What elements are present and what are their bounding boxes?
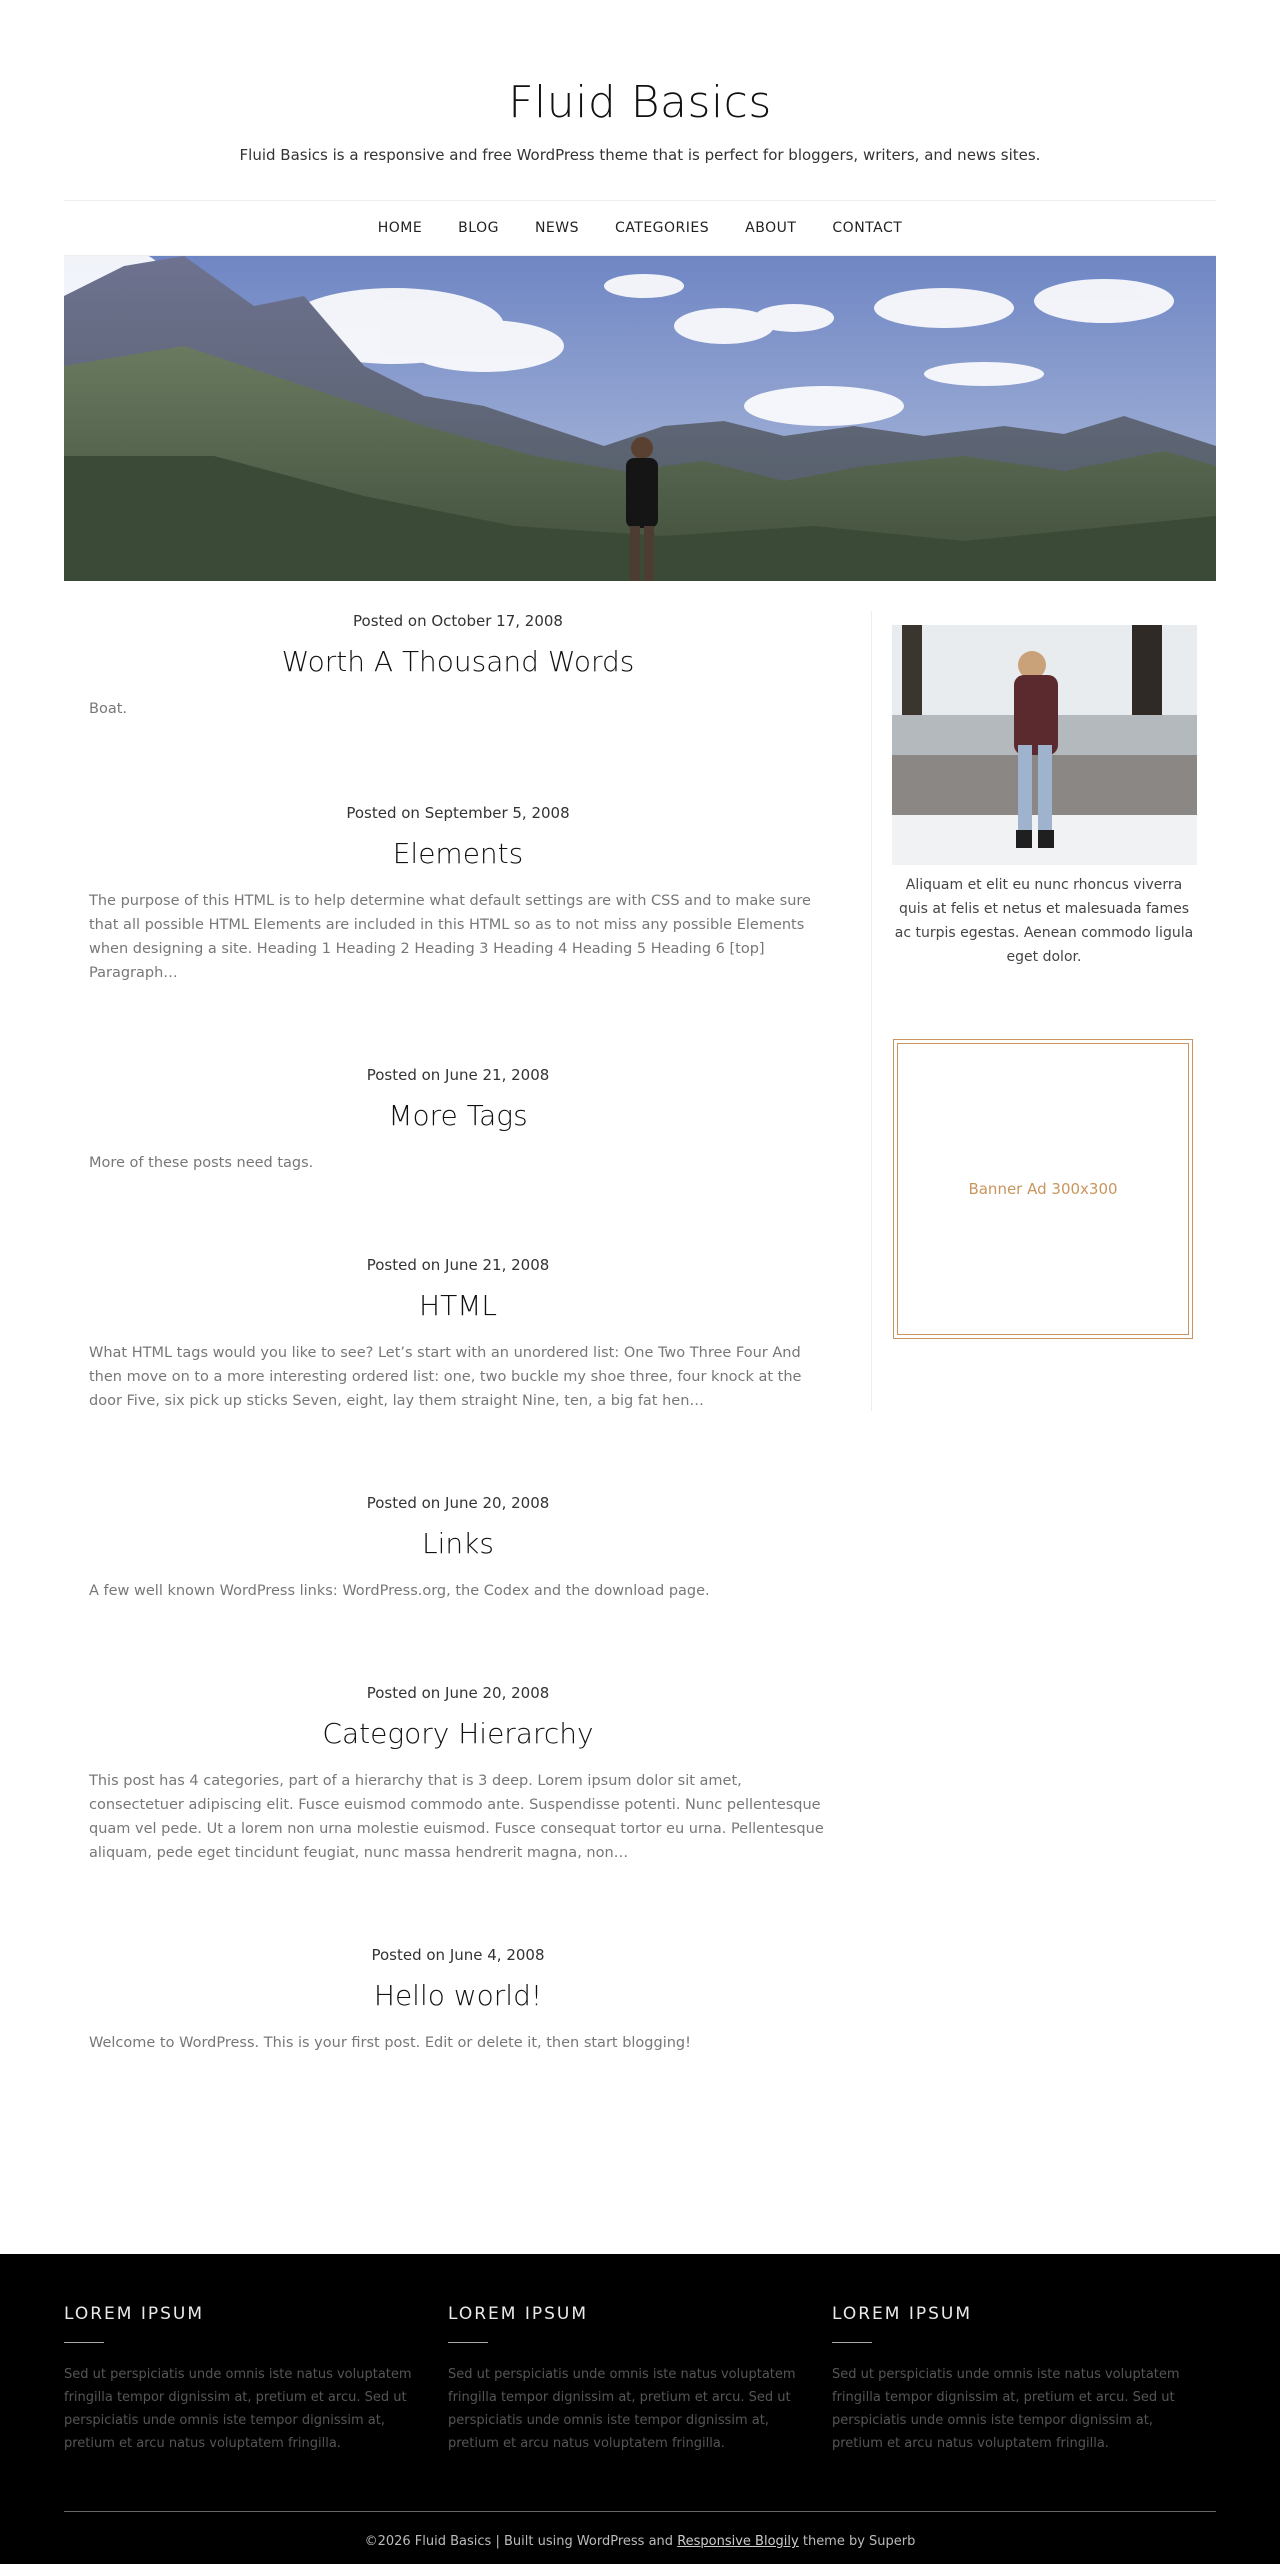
footer-column xyxy=(832,2304,1206,2455)
nav-item-news[interactable]: NEWS xyxy=(534,220,580,236)
post-excerpt: The purpose of this HTML is to help determine what default settings are with CSS and to make sure that all possible HTML Elements are included in this HTML so as to not miss any possible Elements when designing a site. Heading 1 Heading 2 Heading 3 Heading 4 Heading 5 Heading 6 [top] Paragraph… xyxy=(89,893,811,981)
nav-item-about[interactable]: ABOUT xyxy=(745,220,797,236)
post-title-link[interactable]: Worth A Thousand Words xyxy=(281,645,635,678)
footer-copyright xyxy=(0,2512,1280,2549)
banner-ad-label: Banner Ad 300x300 xyxy=(897,1043,1189,1335)
mountain-landscape-image xyxy=(64,256,1216,581)
post-date: Posted on October 17, 2008 xyxy=(353,612,563,630)
post-item xyxy=(89,1945,827,2135)
post-excerpt: Welcome to WordPress. This is your first post. Edit or delete it, then start blogging! xyxy=(89,2035,691,2051)
footer-heading-divider xyxy=(832,2342,872,2343)
post-date: Posted on June 20, 2008 xyxy=(366,1494,550,1512)
footer-heading-divider xyxy=(448,2342,488,2343)
footer-column xyxy=(448,2304,822,2455)
footer-heading-divider xyxy=(64,2342,104,2343)
post-title-link[interactable]: Links xyxy=(422,1527,494,1560)
post-date: Posted on June 20, 2008 xyxy=(366,1684,550,1702)
post-item xyxy=(89,1065,827,1255)
site-title[interactable]: Fluid Basics xyxy=(508,77,772,128)
post-item xyxy=(89,1493,827,1683)
footer-heading: LOREM IPSUM xyxy=(64,2304,205,2324)
post-item xyxy=(89,1255,827,1493)
post-item xyxy=(89,803,827,1065)
nav-item-categories[interactable]: CATEGORIES xyxy=(615,220,710,236)
sidebar-photo xyxy=(892,625,1197,865)
nav-item-home[interactable]: HOME xyxy=(377,220,423,236)
post-title-link[interactable]: HTML xyxy=(419,1289,497,1322)
theme-link[interactable]: Responsive Blogily xyxy=(677,2534,799,2549)
post-date: Posted on June 21, 2008 xyxy=(366,1066,550,1084)
site-header xyxy=(0,0,1280,200)
post-item xyxy=(89,1683,827,1945)
footer-heading: LOREM IPSUM xyxy=(832,2304,973,2324)
footer-widgets xyxy=(0,2254,1280,2455)
footer-text: Sed ut perspiciatis unde omnis iste natus voluptatem fringilla tempor dignissim at, pretium et arcu. Sed ut perspiciatis unde omnis iste tempor dignissim at, pretium et arcu natus voluptatem fringilla. xyxy=(64,2367,412,2451)
post-date: Posted on June 4, 2008 xyxy=(371,1946,545,1964)
content-area xyxy=(64,581,1216,2135)
post-excerpt: This post has 4 categories, part of a hierarchy that is 3 deep. Lorem ipsum dolor sit amet, consectetuer adipiscing elit. Fusce euismod commodo ante. Suspendisse potenti. Nunc pellentesque quam vel pede. Ut a lorem non urna molestie euismod. Fusce consequat tortor eu urna. Pellentesque aliquam, pede eget tincidunt feugiat, nunc massa hendrerit magna, non… xyxy=(89,1773,824,1861)
post-title-link[interactable]: More Tags xyxy=(388,1099,528,1132)
main-navigation xyxy=(64,200,1216,256)
post-excerpt: More of these posts need tags. xyxy=(89,1155,314,1171)
post-date: Posted on June 21, 2008 xyxy=(366,1256,550,1274)
banner-ad[interactable] xyxy=(893,1039,1193,1339)
post-title-link[interactable]: Hello world! xyxy=(373,1979,543,2012)
post-item xyxy=(89,611,827,803)
post-title-link[interactable]: Category Hierarchy xyxy=(322,1717,594,1750)
site-footer xyxy=(0,2254,1280,2564)
hero-image xyxy=(64,256,1216,581)
copyright-suffix: theme by Superb xyxy=(798,2534,916,2549)
post-excerpt: Boat. xyxy=(89,701,127,717)
post-excerpt: What HTML tags would you like to see? Let’s start with an unordered list: One Two Three Four And then move on to a more interesting ordered list: one, two buckle my shoe three, four knock at the door Five, six pick up sticks Seven, eight, lay them straight Nine, ten, a big fat hen… xyxy=(89,1345,802,1409)
sidebar xyxy=(871,611,1216,1411)
nav-item-contact[interactable]: CONTACT xyxy=(832,220,903,236)
post-date: Posted on September 5, 2008 xyxy=(346,804,570,822)
footer-text: Sed ut perspiciatis unde omnis iste natus voluptatem fringilla tempor dignissim at, pretium et arcu. Sed ut perspiciatis unde omnis iste tempor dignissim at, pretium et arcu natus voluptatem fringilla. xyxy=(832,2367,1180,2451)
nav-item-blog[interactable]: BLOG xyxy=(458,220,499,236)
copyright-prefix: ©2026 Fluid Basics | Built using WordPress and xyxy=(364,2534,678,2549)
post-list xyxy=(64,611,852,2135)
footer-heading: LOREM IPSUM xyxy=(448,2304,589,2324)
post-excerpt: A few well known WordPress links: WordPress.org, the Codex and the download page. xyxy=(89,1583,710,1599)
site-description: Fluid Basics is a responsive and free WordPress theme that is perfect for bloggers, writers, and news sites. xyxy=(239,146,1041,164)
sidebar-text: Aliquam et elit eu nunc rhoncus viverra quis at felis et netus et malesuada fames ac turpis egestas. Aenean commodo ligula eget dolor. xyxy=(894,877,1194,965)
post-title-link[interactable]: Elements xyxy=(392,837,524,870)
footer-column xyxy=(64,2304,438,2455)
footer-text: Sed ut perspiciatis unde omnis iste natus voluptatem fringilla tempor dignissim at, pretium et arcu. Sed ut perspiciatis unde omnis iste tempor dignissim at, pretium et arcu natus voluptatem fringilla. xyxy=(448,2367,796,2451)
